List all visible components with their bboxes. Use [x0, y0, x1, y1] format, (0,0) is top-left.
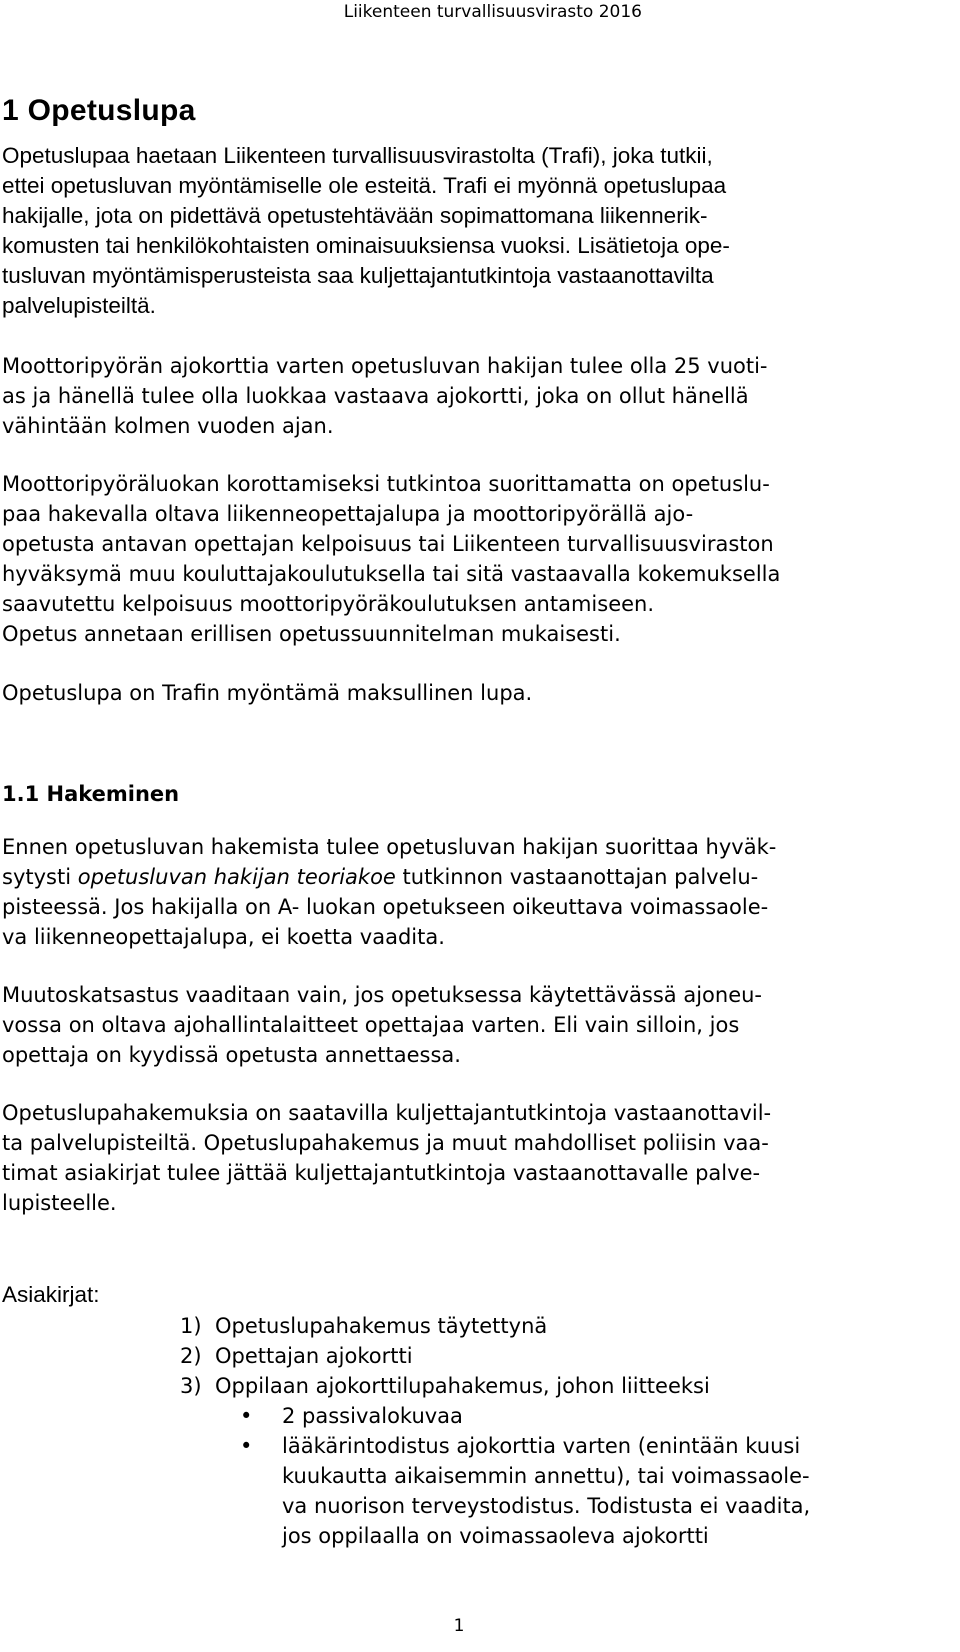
text-line: paa hakevalla oltava liikenneopettajalupa ja moottoripyörällä ajo-: [2, 502, 694, 526]
bullet-icon: •: [240, 1434, 253, 1458]
text-line: timat asiakirjat tulee jättää kuljettajantutkintoja vastaanottavalle palve-: [2, 1161, 761, 1185]
text-line: saavutettu kelpoisuus moottoripyöräkoulutuksen antamiseen.: [2, 592, 655, 616]
list-number: 2): [180, 1344, 202, 1368]
list-item: [180, 1371, 710, 1401]
text-line: tusluvan myöntämisperusteista saa kuljettajantutkintoja vastaanottavilta: [2, 263, 714, 288]
text-line: Moottoripyörän ajokorttia varten opetusluvan hakijan tulee olla 25 vuoti-: [2, 354, 768, 378]
documents-list: [180, 1311, 710, 1401]
text-line: ettei opetusluvan myöntämiselle ole esteitä. Trafi ei myönnä opetuslupaa: [2, 173, 727, 198]
paragraph-intro: [2, 141, 952, 321]
list-item-text: Oppilaan ajokorttilupahakemus, johon liitteeksi: [215, 1374, 710, 1398]
paragraph-application-forms: [2, 1098, 952, 1218]
text-segment: sytysti: [2, 865, 78, 889]
text-line: hyväksymä muu kouluttajakoulutuksella tai sitä vastaavalla kokemuksella: [2, 562, 781, 586]
page-number: 1: [453, 1616, 465, 1636]
attachments-bullet-list: [240, 1401, 940, 1551]
text-line: pisteessä. Jos hakijalla on A- luokan opetukseen oikeuttava voimassaole-: [2, 895, 769, 919]
text-line: vähintään kolmen vuoden ajan.: [2, 414, 334, 438]
text-line: lupisteelle.: [2, 1191, 117, 1215]
list-number: 3): [180, 1374, 202, 1398]
text-line: vossa on oltava ajohallintalaitteet opettajaa varten. Eli vain silloin, jos: [2, 1013, 740, 1037]
text-line: palvelupisteiltä.: [2, 293, 156, 318]
bullet-item-text: lääkärintodistus ajokorttia varten (enintään kuusi: [282, 1434, 801, 1458]
bullet-item-text: va nuorison terveystodistus. Todistusta ei vaadita,: [282, 1494, 811, 1518]
list-number: 1): [180, 1314, 202, 1338]
paragraph-inspection: [2, 980, 952, 1070]
text-line: Opetuslupa on Trafin myöntämä maksullinen lupa.: [2, 681, 533, 705]
list-item-text: Opetuslupahakemus täytettynä: [215, 1314, 548, 1338]
paragraph-paid-permit: [2, 678, 952, 708]
documents-label: [2, 1280, 952, 1310]
text-line: Asiakirjat:: [2, 1282, 100, 1307]
bullet-item-text: jos oppilaalla on voimassaoleva ajokortti: [282, 1524, 709, 1548]
text-line: [2, 862, 952, 892]
text-line: as ja hänellä tulee olla luokkaa vastaava ajokortti, joka on ollut hänellä: [2, 384, 749, 408]
text-line: komusten tai henkilökohtaisten ominaisuuksiensa vuoksi. Lisätietoja ope-: [2, 233, 730, 258]
text-line: Ennen opetusluvan hakemista tulee opetusluvan hakijan suorittaa hyväk-: [2, 835, 777, 859]
bullet-item-text: kuukautta aikaisemmin annettu), tai voimassaole-: [282, 1464, 810, 1488]
text-line: opettaja on kyydissä opetusta annettaessa.: [2, 1043, 461, 1067]
text-line: Muutoskatsastus vaaditaan vain, jos opetuksessa käytettävässä ajoneu-: [2, 983, 762, 1007]
bullet-item-text: 2 passivalokuvaa: [282, 1404, 463, 1428]
text-line: Opetuslupahakemuksia on saatavilla kuljettajantutkintoja vastaanottavil-: [2, 1101, 772, 1125]
text-segment: tutkinnon vastaanottajan palvelu-: [395, 865, 759, 889]
text-line: Moottoripyöräluokan korottamiseksi tutkintoa suorittamatta on opetuslu-: [2, 472, 770, 496]
text-line: Opetuslupaa haetaan Liikenteen turvallisuusvirastolta (Trafi), joka tutkii,: [2, 143, 713, 168]
bullet-icon: •: [240, 1404, 253, 1428]
section-title-opetuslupa: 1 Opetuslupa: [2, 94, 196, 127]
page-header: Liikenteen turvallisuusvirasto 2016: [343, 2, 642, 22]
theory-test-emphasis: opetusluvan hakijan teoriakoe: [77, 865, 396, 889]
list-item: [180, 1341, 710, 1371]
text-line: hakijalle, jota on pidettävä opetustehtävään sopimattomana liikennerik-: [2, 203, 708, 228]
text-line: va liikenneopettajalupa, ei koetta vaadita.: [2, 925, 445, 949]
list-item-text: Opettajan ajokortti: [215, 1344, 413, 1368]
list-item: [180, 1311, 710, 1341]
paragraph-motorcycle-requirements: [2, 351, 952, 441]
text-line: opetusta antavan opettajan kelpoisuus tai Liikenteen turvallisuusviraston: [2, 532, 774, 556]
paragraph-theory-test: [2, 832, 952, 952]
text-line: Opetus annetaan erillisen opetussuunnitelman mukaisesti.: [2, 622, 621, 646]
section-title-hakeminen: 1.1 Hakeminen: [2, 782, 180, 806]
text-line: ta palvelupisteiltä. Opetuslupahakemus ja muut mahdolliset poliisin vaa-: [2, 1131, 769, 1155]
paragraph-class-upgrade: [2, 469, 952, 649]
